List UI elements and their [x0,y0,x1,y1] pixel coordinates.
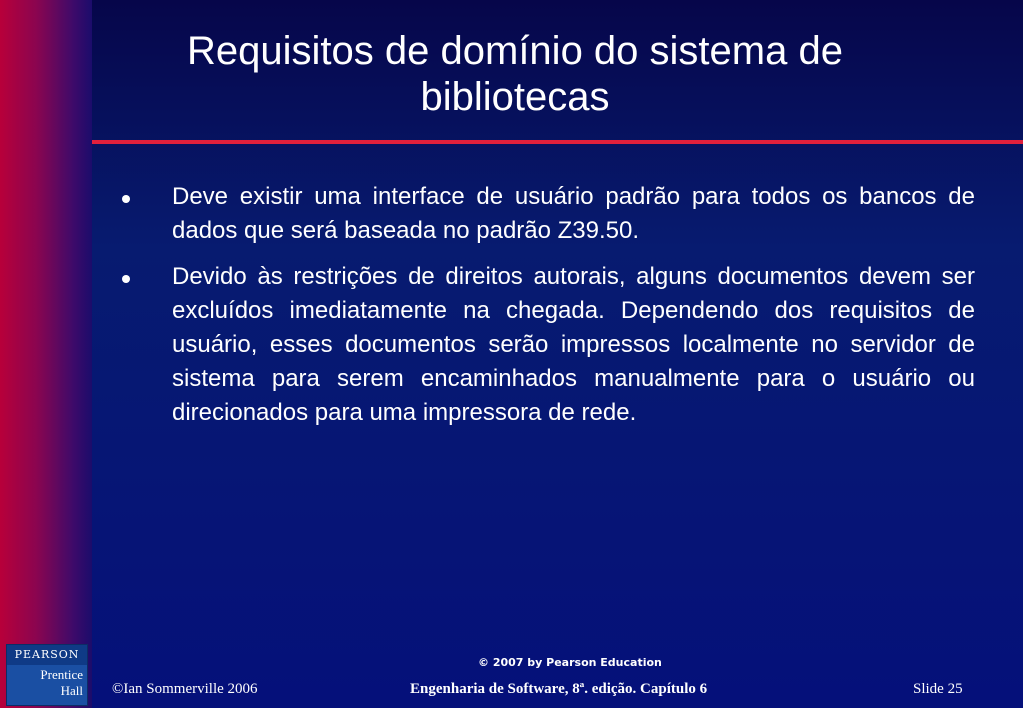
bullet-item [120,260,975,430]
logo-prentice-text: Prentice [40,667,83,682]
bullet-list [120,180,975,442]
logo-pearson-text: PEARSON [7,645,87,665]
footer-author: ©Ian Sommerville 2006 [112,681,258,697]
logo-hall-text: Hall [60,683,83,698]
bullet-dot-icon [122,195,130,203]
footer-book-title: Engenharia de Software, 8ª. edição. Capítulo 6 [410,681,708,697]
slide-title: Requisitos de domínio do sistema de bibliotecas [187,29,843,119]
bullet-dot-icon [122,275,130,283]
pearson-copyright: © 2007 by Pearson Education [478,656,662,669]
bullet-text: Devido às restrições de direitos autorais, alguns documentos devem ser excluídos imediatamente na chegada. Dependendo dos requisitos de usuário, esses documentos serão impressos localmente no servidor de sistema para serem encaminhados manualmente para o usuário ou direcionados para uma impressora de rede. [172,263,975,426]
title-divider [92,140,1023,144]
pearson-prentice-hall-logo [6,644,88,706]
footer-slide-number: Slide 25 [913,681,963,697]
left-accent-bar [0,0,92,708]
bullet-text: Deve existir uma interface de usuário padrão para todos os bancos de dados que será baseada no padrão Z39.50. [172,183,975,244]
bullet-item [120,180,975,248]
